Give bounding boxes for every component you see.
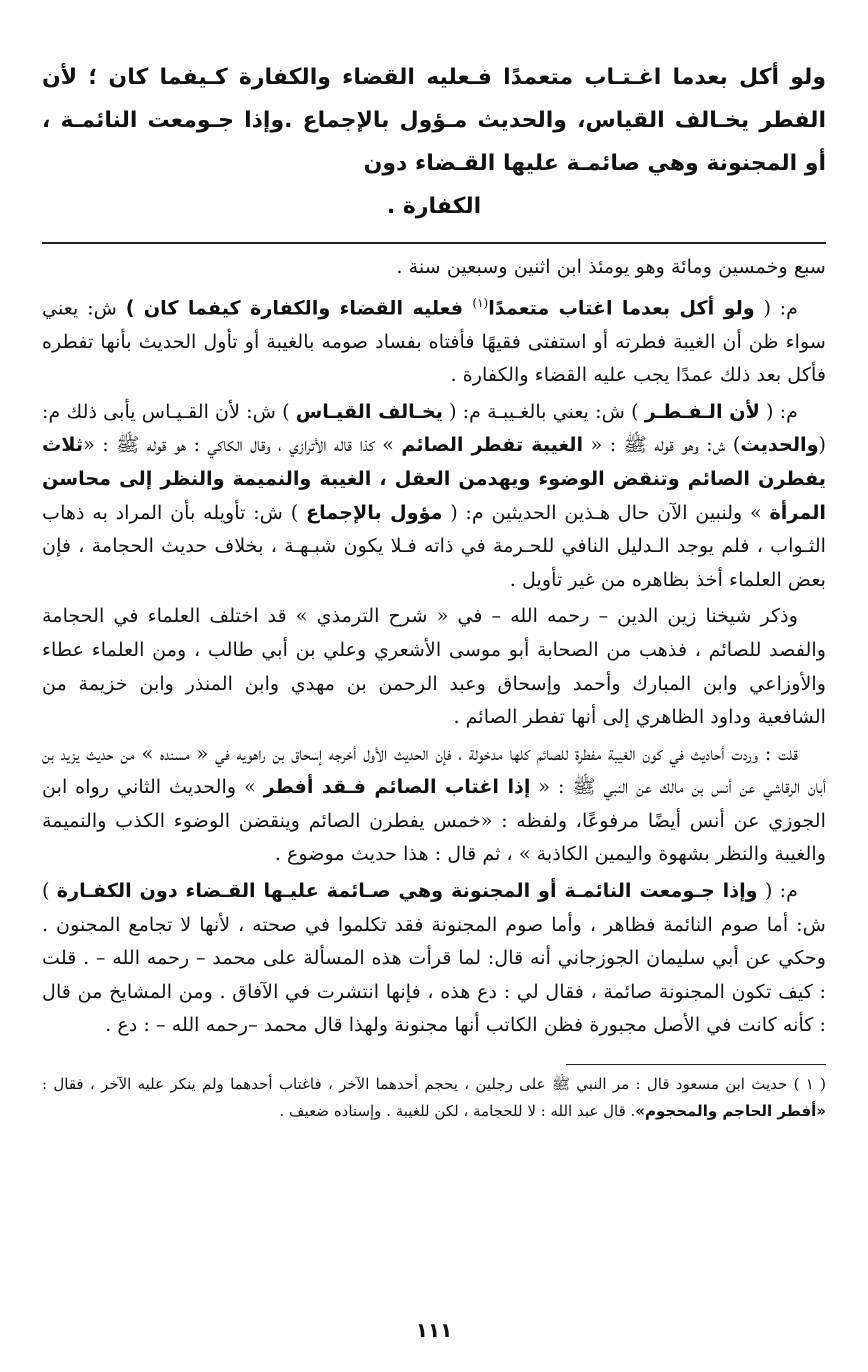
p2-h: الغيبة تفطر الصائم — [401, 433, 584, 457]
matn-divider — [42, 242, 826, 244]
p2-i: » كذا قاله الأترازي ، وقال الكاكي : هو قوله ﷺ : « — [83, 433, 402, 457]
p2-m: ) ش: تأويله بأن المراد به ذهاب الثـواب ، فلم يوجد الـدليل النافي للحـرمة في ذاته فـلا يكون شبـهـة ، بخلاف حديث الحجامة ، فإن بعض العلماء أخذ بظاهره من غير تأويل . — [42, 500, 826, 591]
p2-f: والحديث — [740, 433, 819, 457]
matn-text — [42, 56, 826, 228]
p2-d: يخـالف القيـاس — [295, 399, 443, 423]
commentary-para-4 — [42, 737, 826, 871]
matn-line-1: ولو أكل بعدما اغـتـاب متعمدًا فـعليه القضاء والكفارة كـيفما كان ؛ لأن الفطر يخـالف القياس، — [42, 65, 826, 133]
para-1-quote-2: فعليه القضاء والكفارة كيفما كان ) — [125, 295, 473, 319]
page-number: ١١١ — [415, 1318, 453, 1342]
footnote-text-a: ( ١ ) حديث ابن مسعود قال : مر النبي ﷺ على رجلين ، يحجم أحدهما الآخر ، فاغتاب أحدهما ولم ينكر عليه الآخر ، فقال : — [42, 1075, 827, 1094]
matn-line-3: الكفارة . — [386, 194, 482, 219]
footnote-marker: (١) — [472, 295, 489, 310]
p2-e: ) ش: لأن القـيـاس يأبى ذلك م: ( — [42, 399, 827, 457]
commentary-para-1 — [42, 287, 826, 392]
commentary-para-3: وذكر شيخنا زين الدين – رحمه الله – في « شرح الترمذي » قد اختلف العلماء في الحجامة والفصد للصائم ، فذهب من الصحابة أبو موسى الأشعري وعلي بن أبي طالب ، ومن العلماء عطاء والأوزاعي وابن المبارك وأحمد وإسحاق وعبد الرحمن بن مهدي وابن المنذر وابن خزيمة من الشافعية وداود الظاهري إلى أنها تفطر الصائم . — [42, 604, 826, 729]
p4-c: » والحديث الثاني رواه ابن الجوزي عن أنس أيضًا مرفوعًا، ولفظه : «خمس يفطرن الصائم وينقضن الوضوء الكذب والنميمة والغيبة والنظر بشهوة واليمين الكاذبة » ، ثم قال : هذا حديث موضوع . — [42, 775, 826, 866]
commentary-para-0: سبع وخمسين ومائة وهو يومئذ ابن اثنين وسبعين سنة . — [396, 255, 826, 278]
p2-j: ثلاث يفطرن الصائم وتنقض الوضوء ويهدمن العقل ، الغيبة والنميمة والنظر إلى محاسن المرأة — [42, 433, 826, 524]
footnote-divider — [566, 1064, 826, 1065]
matn-line-2: والحديث مـؤول بالإجماع .وإذا جـومعت النائمـة ، أو المجنونة وهي صائمـة عليها القـضاء دون — [42, 108, 826, 176]
p2-a: م: ( — [759, 399, 798, 423]
para-1-prefix: م: ( — [754, 295, 799, 319]
para-1-quote: ولو أكل بعدما اغتاب متعمدًا — [488, 295, 755, 319]
commentary-para-5 — [42, 874, 826, 1042]
p2-c: ) ش: يعني بالغـيبـة م: ( — [442, 399, 645, 423]
footnote — [42, 1071, 826, 1125]
p2-k: » ولنبين الآن حال هـذين الحديثين م: ( — [442, 500, 770, 524]
p4-a: قلت : وردت أحاديث في كون الغيبة مفطرة للصائم كلها مدخولة ، فإن الحديث الأول أخرجه إسحاق بن راهويه في « مسنده » من حديث يزيد بن أبان الرقاشي عن أنس بن مالك عن النبي ﷺ : « — [42, 741, 826, 799]
footnote-text-b: «أفطر الحاجم والمحجوم» — [635, 1102, 826, 1121]
para-1-rest: ش: يعني سواء ظن أن الغيبة فطرته أو استفتى فقيهًا فأفتاه بفساد صومه بالغيبة أو تأول الحديث بأنها تفطره فأكل بعد ذلك عمدًا يجب عليه القضاء والكفارة . — [42, 295, 826, 387]
footnote-text-c: . قال عبد الله : لا للحجامة ، لكن للغيبة . وإسناده ضعيف . — [279, 1102, 636, 1121]
p5-c: ) ش: أما صوم النائمة فظاهر ، وأما صوم المجنونة فقد تكلموا في صحته ، لأنها لا تجامع المجنون . وحكي عن أبي سليمان الجوزجاني أنه قال: لما قرأت هذه المسألة على محمد – رحمه الله – . قلت : كيف تكون المجنونة صائمة ، فقال لي : دع هذه ، فإنها انتشرت في الآفاق . ومن المشايخ من قال : كأنه كانت في الأصل مجبورة فظن الكاتب أنها مجنونة ولهذا قال محمد –رحمه الله – : دع . — [42, 879, 826, 1037]
p5-a: م: ( — [757, 879, 798, 903]
commentary-para-2 — [42, 395, 826, 597]
p2-b: لأن الـفـطـر — [644, 399, 760, 423]
p2-l: مؤول بالإجماع — [306, 500, 443, 524]
commentary — [42, 250, 826, 1042]
p5-b: وإذا جـومعت النائمـة أو المجنونة وهي صـائمة عليـها القـضاء دون الكفـارة — [56, 879, 758, 903]
p4-b: إذا اغتاب الصائم فـقد أفطر — [263, 775, 531, 799]
p2-g: ) ش: وهو قوله ﷺ : « — [583, 433, 741, 457]
